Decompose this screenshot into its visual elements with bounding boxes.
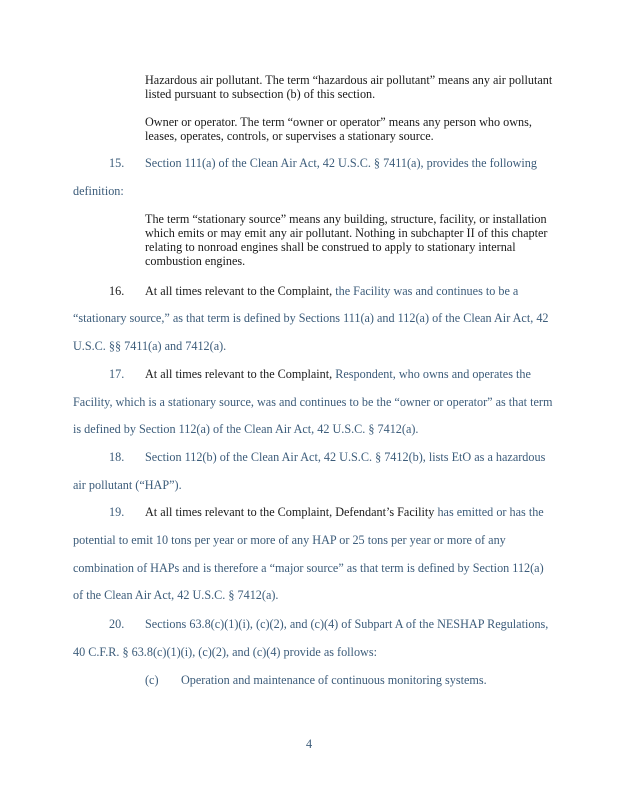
hap-definition-line-1: Hazardous air pollutant. The term “hazardous air pollutant” means any air pollutant [145,73,553,87]
stationary-source-line-1: The term “stationary source” means any building, structure, facility, or installation [145,212,547,226]
paragraph-19-line-2: potential to emit 10 tons per year or more of any HAP or 25 tons per year or more of any [73,533,506,547]
paragraph-20-line-1: Sections 63.8(c)(1)(i), (c)(2), and (c)(4) of Subpart A of the NESHAP Regulations, [145,617,549,631]
paragraph-16-line-1-a: At all times relevant to the Complaint, [145,284,336,298]
paragraph-15-line-1: Section 111(a) of the Clean Air Act, 42 U.S.C. § 7411(a), provides the following [145,156,537,170]
owner-operator-line-1: Owner or operator. The term “owner or operator” means any person who owns, [145,115,532,129]
subsection-c-text: Operation and maintenance of continuous monitoring systems. [181,673,487,687]
subsection-c-label: (c) [145,673,159,687]
stationary-source-line-2: which emits or may emit any air pollutant. Nothing in subchapter II of this chapter [145,226,548,240]
paragraph-15-number: 15. [109,156,125,170]
paragraph-15-line-2: definition: [73,184,124,198]
paragraph-19-line-1 [145,505,544,519]
stationary-source-line-3: relating to nonroad engines shall be construed to apply to stationary internal [145,240,516,254]
paragraph-16-line-1 [145,284,518,298]
paragraph-16-line-3: U.S.C. §§ 7411(a) and 7412(a). [73,339,227,353]
paragraph-17-line-1-a: At all times relevant to the Complaint, [145,367,336,381]
paragraph-20-number: 20. [109,617,125,631]
stationary-source-line-4: combustion engines. [145,254,246,268]
paragraph-17-line-1 [145,367,531,381]
paragraph-18-line-1: Section 112(b) of the Clean Air Act, 42 U.S.C. § 7412(b), lists EtO as a hazardous [145,450,546,464]
page-number: 4 [305,737,313,751]
paragraph-16-number: 16. [109,284,125,298]
paragraph-19-number: 19. [109,505,125,519]
paragraph-17-line-1-b: Respondent, who owns and operates the [335,367,531,381]
paragraph-18-number: 18. [109,450,125,464]
paragraph-19-line-4: of the Clean Air Act, 42 U.S.C. § 7412(a). [73,588,279,602]
paragraph-17-number: 17. [109,367,125,381]
paragraph-19-line-3: combination of HAPs and is therefore a “major source” as that term is defined by Section 112(a) [73,561,544,575]
paragraph-19-line-1-a: At all times relevant to the Complaint, Defendant’s Facility [145,505,438,519]
owner-operator-line-2: leases, operates, controls, or supervises a stationary source. [145,129,434,143]
hap-definition-line-2: listed pursuant to subsection (b) of this section. [145,87,376,101]
paragraph-16-line-1-b: the Facility was and continues to be a [335,284,519,298]
paragraph-18-line-2: air pollutant (“HAP”). [73,478,182,492]
paragraph-16-line-2: “stationary source,” as that term is defined by Sections 111(a) and 112(a) of the Clean Air Act, 42 [73,311,549,325]
paragraph-17-line-2: Facility, which is a stationary source, was and continues to be the “owner or operator” as that term [73,395,553,409]
paragraph-17-line-3: is defined by Section 112(a) of the Clean Air Act, 42 U.S.C. § 7412(a). [73,422,419,436]
paragraph-19-line-1-b: has emitted or has the [437,505,544,519]
paragraph-20-line-2: 40 C.F.R. § 63.8(c)(1)(i), (c)(2), and (c)(4) provide as follows: [73,645,377,659]
